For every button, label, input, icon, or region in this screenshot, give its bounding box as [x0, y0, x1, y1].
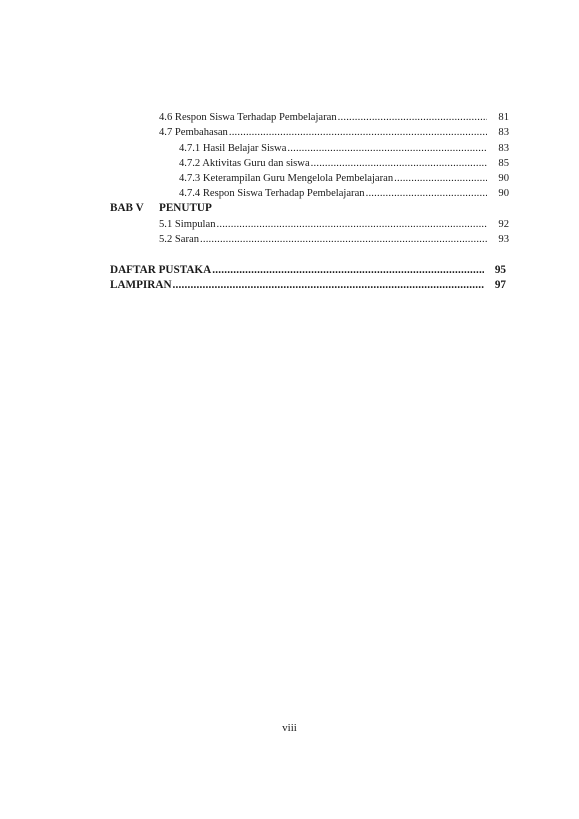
toc-entry-page: 95 [494, 264, 506, 276]
leader-dots [366, 186, 487, 201]
leader-dots [311, 156, 487, 171]
toc-entry-daftar-pustaka [110, 263, 506, 278]
leader-dots [394, 171, 487, 186]
toc-entry-4-6 [159, 110, 509, 125]
leader-dots [212, 263, 484, 278]
toc-entry-4-7-2 [179, 156, 509, 171]
toc-entry-label: LAMPIRAN [110, 279, 172, 291]
toc-entry-page: 90 [498, 173, 509, 184]
toc-entry-label: 4.7.2 Aktivitas Guru dan siswa [179, 158, 310, 169]
leader-dots [200, 232, 487, 247]
leader-dots [287, 141, 487, 156]
toc-entry-5-1 [159, 217, 509, 232]
leader-dots [338, 110, 487, 125]
toc-entry-4-7-4 [179, 186, 509, 201]
toc-entry-page: 81 [498, 112, 509, 123]
toc-entry-label: 4.7 Pembahasan [159, 127, 228, 138]
toc-entry-label: DAFTAR PUSTAKA [110, 264, 212, 276]
toc-entry-label: 5.1 Simpulan [159, 219, 216, 230]
leader-dots [229, 125, 487, 140]
toc-entry-label: 5.2 Saran [159, 234, 200, 245]
toc-entry-5-2 [159, 232, 509, 247]
toc-entry-4-7-1 [179, 141, 509, 156]
toc-entry-4-7 [159, 125, 509, 140]
page-number: viii [282, 722, 297, 734]
chapter-number: BAB V [110, 202, 144, 214]
leader-dots [217, 217, 487, 232]
leader-dots [173, 278, 484, 293]
toc-entry-label: 4.7.3 Keterampilan Guru Mengelola Pembelajaran [179, 173, 394, 184]
toc-entry-page: 93 [498, 234, 509, 245]
toc-entry-label: 4.6 Respon Siswa Terhadap Pembelajaran [159, 112, 337, 123]
toc-entry-page: 97 [494, 279, 506, 291]
toc-entry-4-7-3 [179, 171, 509, 186]
toc-entry-lampiran [110, 278, 506, 293]
toc-entry-label: 4.7.4 Respon Siswa Terhadap Pembelajaran [179, 188, 365, 199]
toc-entry-page: 92 [498, 219, 509, 230]
toc-entry-page: 83 [498, 127, 509, 138]
toc-entry-page: 90 [498, 188, 509, 199]
chapter-title: PENUTUP [159, 202, 212, 214]
toc-entry-page: 85 [498, 158, 509, 169]
toc-entry-label: 4.7.1 Hasil Belajar Siswa [179, 143, 287, 154]
toc-entry-page: 83 [498, 143, 509, 154]
